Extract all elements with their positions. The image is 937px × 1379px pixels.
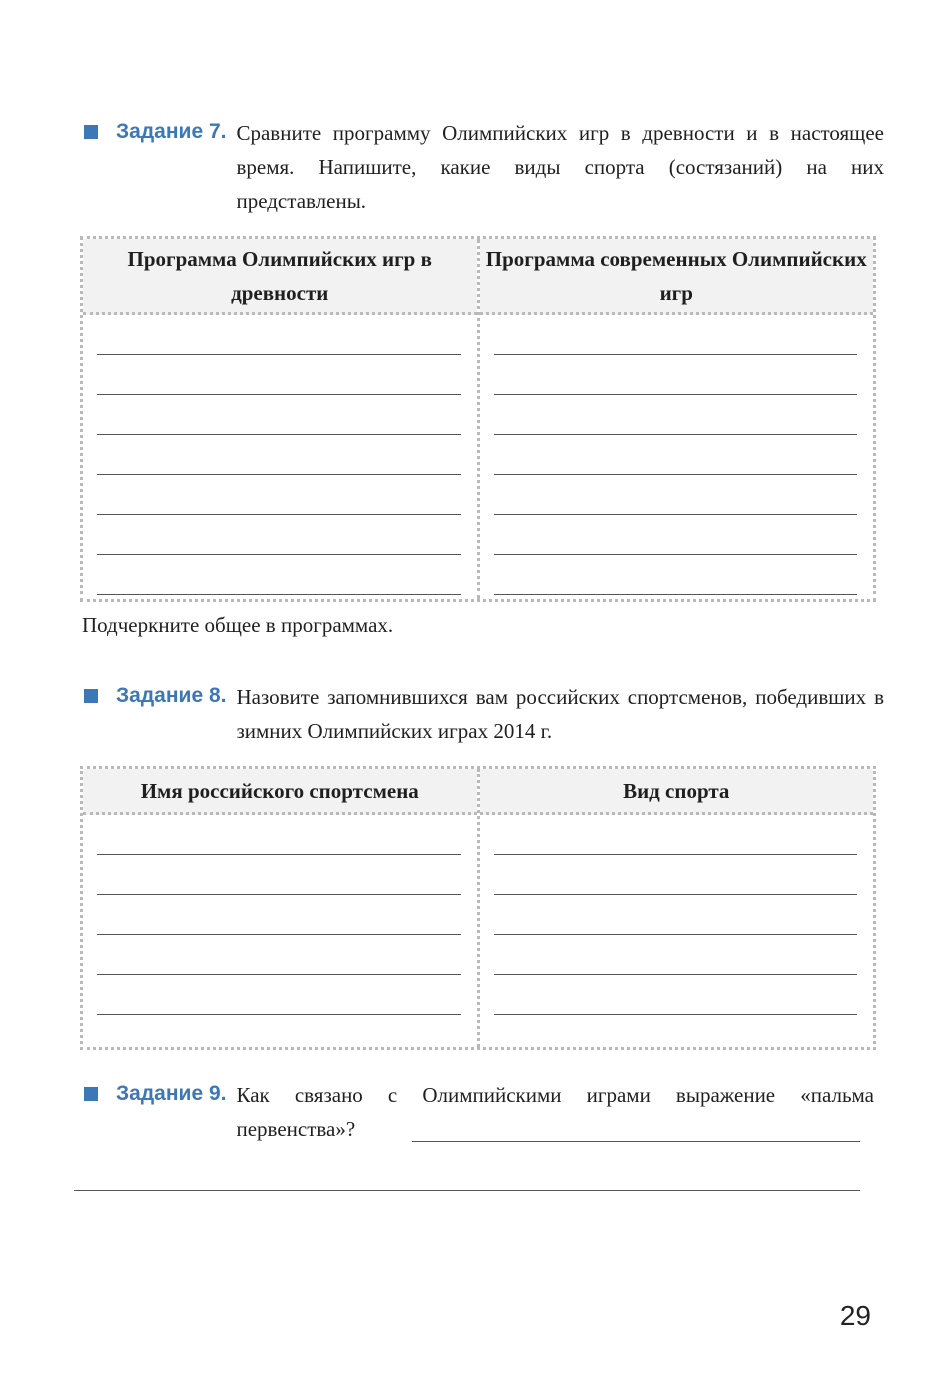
athlete-name-column — [83, 769, 477, 1047]
answer-line[interactable] — [97, 855, 461, 895]
square-bullet-icon — [84, 125, 98, 139]
answer-line[interactable] — [97, 395, 461, 435]
task-8-label: Задание 8. — [116, 684, 227, 707]
task-9-text: Как связано с Олимпийскими играми выражение «пальма первенства»? — [236, 1083, 874, 1141]
answer-line[interactable] — [494, 515, 858, 555]
athlete-name-lines[interactable] — [83, 815, 477, 1047]
answer-line[interactable] — [494, 475, 858, 515]
athlete-name-header: Имя российского спортсмена — [83, 769, 477, 815]
answer-line[interactable] — [494, 855, 858, 895]
task-9-label: Задание 9. — [116, 1082, 227, 1105]
sport-column — [477, 769, 874, 1047]
sport-header: Вид спорта — [480, 769, 874, 815]
answer-line[interactable] — [494, 935, 858, 975]
square-bullet-icon — [84, 689, 98, 703]
sport-lines[interactable] — [480, 815, 874, 1047]
modern-program-column — [477, 239, 874, 599]
answer-line[interactable] — [97, 975, 461, 1015]
task-8-table — [80, 766, 876, 1050]
modern-program-header: Программа современных Олимпийских игр — [480, 239, 874, 315]
task-7-table — [80, 236, 876, 602]
ancient-program-column — [83, 239, 477, 599]
answer-line[interactable] — [494, 395, 858, 435]
answer-line[interactable] — [494, 355, 858, 395]
task-8 — [84, 680, 884, 748]
answer-line[interactable] — [494, 815, 858, 855]
answer-line[interactable] — [97, 555, 461, 595]
task-8-text: Назовите запомнившихся вам российских спортсменов, победивших в зимних Олимпийских играх 2014 г. — [236, 685, 884, 743]
task-7-text: Сравните программу Олимпийских игр в древности и в настоящее время. Напишите, какие виды спорта (состязаний) на них представлены. — [236, 121, 884, 213]
answer-line[interactable] — [494, 975, 858, 1015]
answer-line[interactable] — [97, 815, 461, 855]
answer-line[interactable] — [494, 895, 858, 935]
answer-line[interactable] — [97, 935, 461, 975]
ancient-program-header: Программа Олимпийских игр в древности — [83, 239, 477, 315]
answer-line[interactable] — [97, 435, 461, 475]
modern-program-lines[interactable] — [480, 315, 874, 599]
answer-line[interactable] — [97, 355, 461, 395]
task-9-answer-line-2[interactable] — [74, 1162, 860, 1191]
answer-line[interactable] — [494, 435, 858, 475]
answer-line[interactable] — [97, 895, 461, 935]
answer-line[interactable] — [97, 515, 461, 555]
ancient-program-lines[interactable] — [83, 315, 477, 599]
answer-line[interactable] — [494, 555, 858, 595]
task-9-answer-line-1[interactable] — [412, 1115, 860, 1142]
page-number: 29 — [839, 1300, 871, 1331]
task-7-label: Задание 7. — [116, 120, 227, 143]
answer-line[interactable] — [494, 315, 858, 355]
task-7 — [84, 116, 884, 218]
task-7-note: Подчеркните общее в программах. — [82, 613, 394, 637]
square-bullet-icon — [84, 1087, 98, 1101]
answer-line[interactable] — [97, 315, 461, 355]
answer-line[interactable] — [97, 475, 461, 515]
